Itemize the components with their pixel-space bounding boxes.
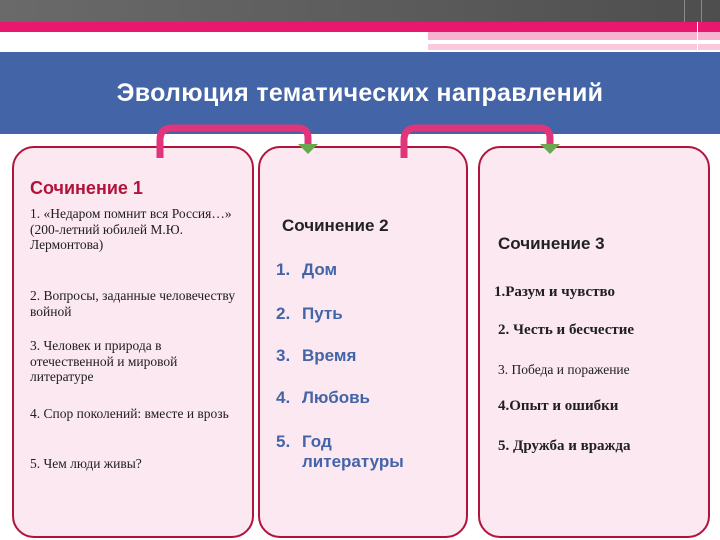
top-bar-shade [0, 0, 720, 22]
accent-divider [697, 22, 698, 52]
list-item: 4. Любовь [276, 388, 371, 407]
column-heading-1: Сочинение 1 [30, 178, 143, 198]
curved-arrow-icon [160, 128, 318, 158]
list-item: 4. Спор поколений: вместе и врозь [30, 406, 229, 421]
list-item: 5. Чем люди живы? [30, 456, 142, 471]
accent-bar [0, 22, 720, 32]
column-card-2 [258, 146, 468, 538]
list-item: 3. Победа и поражение [498, 362, 630, 377]
column-heading-2: Сочинение 2 [282, 216, 389, 235]
list-item: 5. Год литературы [276, 432, 404, 471]
list-item: 4.Опыт и ошибки [498, 398, 619, 414]
column-card-1 [12, 146, 254, 538]
list-item: 5. Дружба и вражда [498, 438, 631, 454]
list-item: 3. Человек и природа в отечественной и мировой литературе [30, 338, 178, 384]
list-item: 2. Вопросы, заданные человечеству войной [30, 288, 236, 319]
page-title: Эволюция тематических направлений [116, 79, 604, 107]
arrows-layer [0, 118, 720, 168]
accent-stripe [428, 44, 720, 50]
list-item: 2. Честь и бесчестие [498, 322, 635, 338]
column-card-3 [478, 146, 710, 538]
list-item: 1. Дом [276, 260, 338, 279]
list-item: 1.Разум и чувство [494, 284, 616, 300]
curved-arrow-icon [404, 128, 560, 158]
list-item: 3. Время [276, 346, 357, 365]
list-item: 1. «Недаром помнит вся Россия…» (200-летний юбилей М.Ю. Лермонтова) [30, 206, 232, 252]
list-item: 2. Путь [276, 304, 343, 323]
top-bar-lines [684, 0, 702, 22]
column-heading-3: Сочинение 3 [498, 234, 605, 253]
accent-stripe [428, 32, 720, 40]
